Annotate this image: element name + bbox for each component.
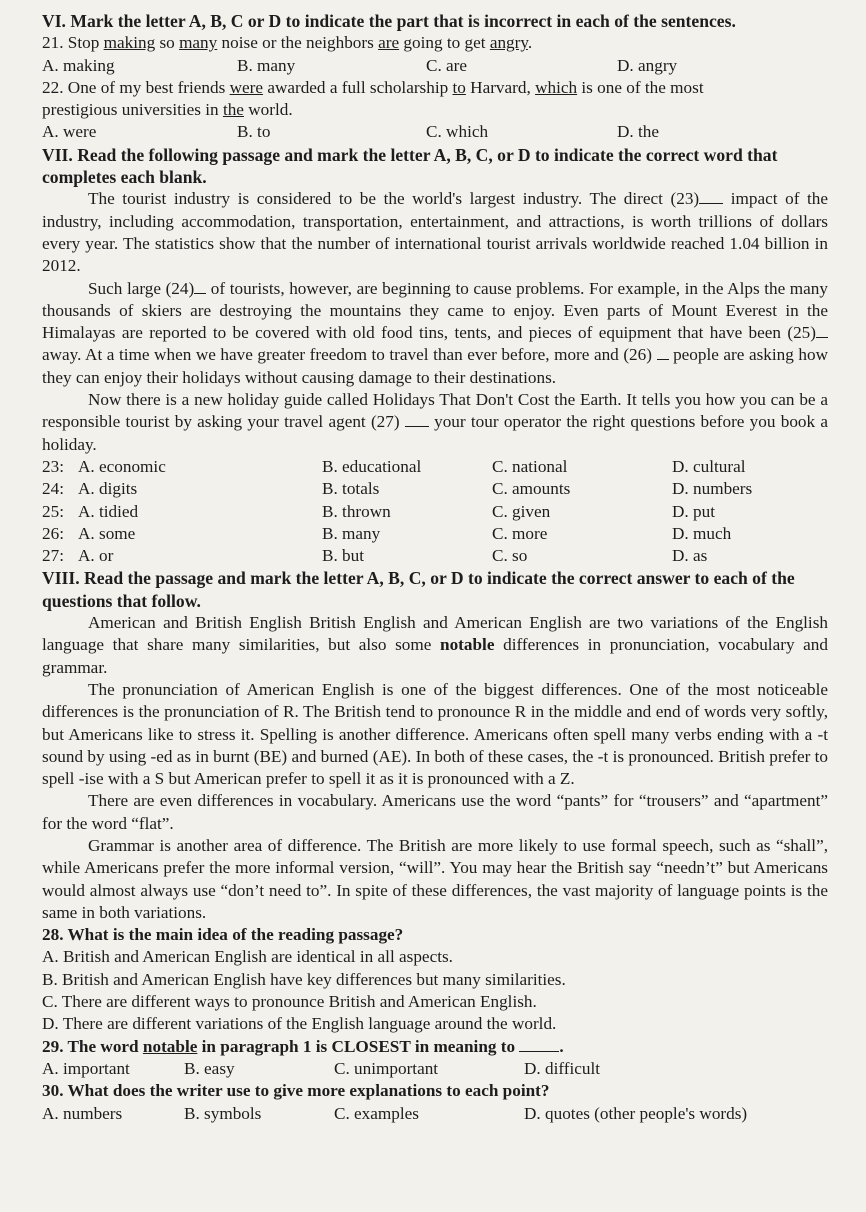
option-c[interactable]: C. given <box>492 501 551 521</box>
question-22: 22. One of my best friends were awarded a full scholarship to Harvard, which is one of the most prestigious universities in the world. <box>42 77 704 120</box>
passage-7-paragraph-1: The tourist industry is considered to be the world's largest industry. The direct (23) impact of the industry, including accommodation, transportation, entertainment, and attractions, is worth trillions of dollars every year. The statistics show that the number of international tourist arrivals worldwide reached 1.04 billion in 2012. <box>42 189 828 276</box>
answer-row-23: 23: A. economic B. educational C. national D. cultural <box>42 456 828 478</box>
option-d[interactable]: D. quotes (other people's words) <box>524 1103 748 1123</box>
question-21: 21. Stop making so many noise or the neighbors are going to get angry. <box>42 33 533 53</box>
option-d[interactable]: D. put <box>672 501 715 521</box>
option-a[interactable]: A. or <box>78 546 114 566</box>
passage-8-paragraph-1: American and British English British English and American English are two variations of the English language that share many similarities, but also some notable differences in pronunciation, vocabulary and grammar. <box>42 613 828 677</box>
question-30: 30. What does the writer use to give more explanations to each point? <box>42 1081 550 1101</box>
question-22-options <box>42 121 828 143</box>
option-c[interactable]: C. national <box>492 456 568 476</box>
answer-table <box>42 456 828 567</box>
answer-row-24: 24: A. digits B. totals C. amounts D. numbers <box>42 478 828 500</box>
option-a[interactable]: A. tidied <box>78 501 139 521</box>
option-a[interactable]: A. British and American English are identical in all aspects. <box>42 947 453 967</box>
option-b[interactable]: B. many <box>322 523 381 543</box>
option-a[interactable]: A. numbers <box>42 1103 123 1123</box>
section-7-title: VII. Read the following passage and mark the letter A, B, C, or D to indicate the correct word that completes each blank. <box>42 144 778 188</box>
option-c[interactable]: C. so <box>492 546 528 566</box>
option-c[interactable]: C. amounts <box>492 479 571 499</box>
option-a[interactable]: A. economic <box>78 456 166 476</box>
option-b[interactable]: B. but <box>322 546 365 566</box>
blank-26 <box>657 345 669 360</box>
option-a[interactable]: A. making <box>42 55 115 75</box>
option-d[interactable]: D. numbers <box>672 479 753 499</box>
question-29-options <box>42 1058 828 1080</box>
option-c[interactable]: C. There are different ways to pronounce British and American English. <box>42 992 537 1012</box>
blank-25 <box>816 323 828 338</box>
question-29: 29. The word notable in paragraph 1 is CLOSEST in meaning to . <box>42 1036 564 1056</box>
option-a[interactable]: A. digits <box>78 479 138 499</box>
option-a[interactable]: A. important <box>42 1058 130 1078</box>
option-b[interactable]: B. totals <box>322 479 380 499</box>
blank-27 <box>405 412 429 427</box>
option-c[interactable]: C. are <box>426 55 468 75</box>
option-c[interactable]: C. more <box>492 523 548 543</box>
option-d[interactable]: D. cultural <box>672 456 746 476</box>
answer-row-27: 27: A. or B. but C. so D. as <box>42 545 828 567</box>
option-c[interactable]: C. which <box>426 122 489 142</box>
option-d[interactable]: D. angry <box>617 55 678 75</box>
question-30-options <box>42 1103 828 1125</box>
question-28: 28. What is the main idea of the reading passage? <box>42 925 404 945</box>
option-b[interactable]: B. many <box>237 55 296 75</box>
option-c[interactable]: C. unimportant <box>334 1058 439 1078</box>
option-a[interactable]: A. were <box>42 122 97 142</box>
question-21-options <box>42 55 828 77</box>
option-b[interactable]: B. educational <box>322 456 422 476</box>
option-b[interactable]: B. easy <box>184 1058 235 1078</box>
answer-row-26: 26: A. some B. many C. more D. much <box>42 523 828 545</box>
passage-8-paragraph-2: The pronunciation of American English is one of the biggest differences. One of the most noticeable differences is the pronunciation of R. The British tend to pronounce R in the middle and end of words very softly, but Americans like to stress it. Spelling is another difference. Americans often spell many verbs ending with a -t sound by using -ed as in burnt (BE) and burned (AE). In both of these cases, the -t is pronounced. British prefer to spell -ise with a S but American prefer to spell it as it is pronounced with a Z. <box>42 679 828 789</box>
blank-29 <box>519 1037 559 1052</box>
option-a[interactable]: A. some <box>78 523 136 543</box>
passage-7-paragraph-3: Now there is a new holiday guide called Holidays That Don't Cost the Earth. It tells you how you can be a responsible tourist by asking your travel agent (27) your tour operator the right questions before you book a holiday. <box>42 390 828 454</box>
option-d[interactable]: D. difficult <box>524 1058 601 1078</box>
option-d[interactable]: D. much <box>672 523 732 543</box>
passage-8-paragraph-4: Grammar is another area of difference. The British are more likely to use formal speech, such as “shall”, while Americans prefer the more informal version, “will”. You may hear the British say “needn’t” but Americans would almost always use “don’t need to”. In spite of these differences, the vast majority of language points is the same in both variations. <box>42 835 828 922</box>
option-b[interactable]: B. symbols <box>184 1103 262 1123</box>
option-b[interactable]: B. to <box>237 122 271 142</box>
option-b[interactable]: B. British and American English have key differences but many similarities. <box>42 969 566 989</box>
section-8-title: VIII. Read the passage and mark the letter A, B, C, or D to indicate the correct answer to each of the questions that follow. <box>42 568 795 611</box>
option-b[interactable]: B. thrown <box>322 501 391 521</box>
answer-row-25: 25: A. tidied B. thrown C. given D. put <box>42 501 828 523</box>
option-c[interactable]: C. examples <box>334 1103 419 1123</box>
option-d[interactable]: D. as <box>672 546 708 566</box>
passage-8-paragraph-3: There are even differences in vocabulary. Americans use the word “pants” for “trousers” and “apartment” for the word “flat”. <box>42 791 828 833</box>
section-6-title: VI. Mark the letter A, B, C or D to indicate the part that is incorrect in each of the sentences. <box>42 11 736 31</box>
blank-23 <box>699 189 723 204</box>
passage-7-paragraph-2: Such large (24) of tourists, however, are beginning to cause problems. For example, in the Alps the many thousands of skiers are destroying the mountains they came to enjoy. Even parts of Mount Everest in the Himalayas are reported to be covered with old food tins, tents, and pieces of equipment that have been (25) away. At a time when we have greater freedom to travel than ever before, more and (26) people are asking how they can enjoy their holidays without causing damage to their destinations. <box>42 278 828 387</box>
blank-24 <box>194 279 206 294</box>
option-d[interactable]: D. the <box>617 122 660 142</box>
option-d[interactable]: D. There are different variations of the English language around the world. <box>42 1014 557 1034</box>
